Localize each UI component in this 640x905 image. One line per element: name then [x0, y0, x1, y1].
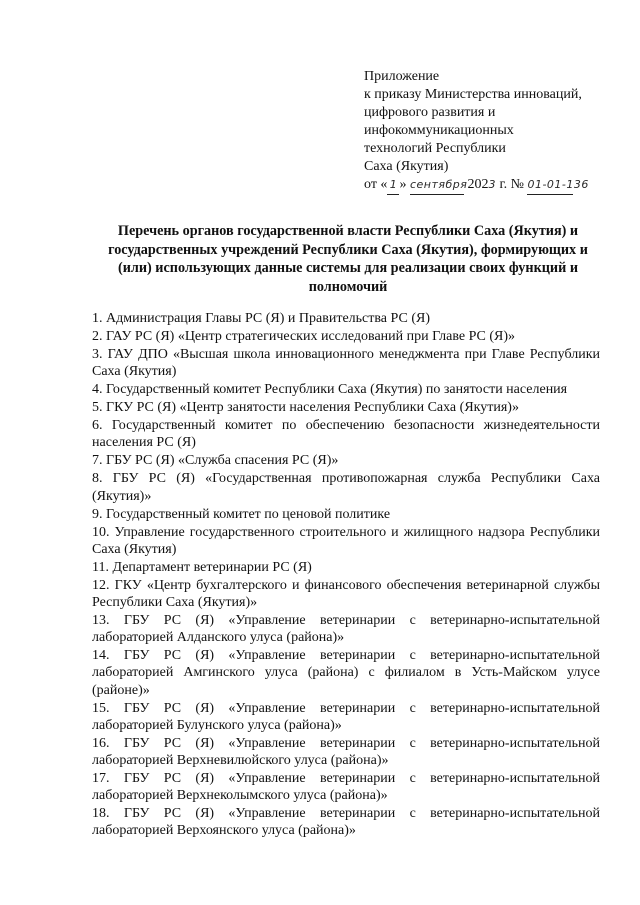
appendix-line: Саха (Якутия)	[364, 159, 449, 174]
item-number: 3.	[92, 347, 103, 362]
list-item	[92, 700, 600, 734]
item-text: ГБУ РС (Я) «Управление ветеринарии с ветеринарно-испытательной лабораторией Верхоянского улуса (района)»	[92, 806, 601, 839]
item-text: ГБУ РС (Я) «Управление ветеринарии с ветеринарно-испытательной лабораторией Верхневилюйского улуса (района)»	[92, 735, 601, 769]
appendix-line: технологий Республики	[364, 141, 506, 156]
item-text: ГБУ РС (Я) «Государственная противопожарная служба Республики Саха (Якутия)»	[92, 471, 601, 504]
item-number: 15.	[92, 700, 110, 716]
item-number: 9.	[92, 506, 103, 522]
item-number: 5.	[92, 400, 103, 416]
list-item	[92, 381, 600, 398]
item-text: ГАУ ДПО «Высшая школа инновационного менеджмента при Главе Республики Саха (Якутия)	[92, 347, 600, 380]
item-text: ГАУ РС (Я) «Центр стратегических исследований при Главе РС (Я)»	[106, 329, 516, 344]
order-number: 01-01-136	[527, 176, 573, 195]
list-item	[92, 346, 600, 380]
appendix-block	[364, 68, 614, 195]
item-number: 8.	[92, 471, 103, 487]
appendix-line: к приказу Министерства инноваций,	[364, 87, 582, 102]
list-item	[92, 399, 600, 416]
list-item	[92, 577, 600, 611]
item-number: 11.	[92, 559, 109, 575]
document-title: Перечень органов государственной власти Республики Саха (Якутия) и государственных учреждений Республики Саха (Якутия), формирующих и (или) использующих данные системы для реализации своих функций и полномочий	[108, 223, 588, 295]
date-year-digit: 3	[488, 178, 496, 191]
item-number: 13.	[92, 613, 110, 629]
appendix-line: инфокоммуникационных	[364, 123, 514, 138]
list-item	[92, 735, 600, 769]
list-item	[92, 805, 600, 839]
item-text: ГКУ «Центр бухгалтерского и финансового обеспечения ветеринарной службы Республики Саха (Якутия)»	[92, 577, 600, 611]
item-text: ГБУ РС (Я) «Управление ветеринарии с ветеринарно-испытательной лабораторией Булунского улуса (района)»	[92, 700, 601, 733]
appendix-line: цифрового развития и	[364, 105, 496, 120]
item-number: 12.	[92, 577, 110, 593]
list-item	[92, 452, 600, 469]
date-day: 1	[387, 176, 399, 195]
item-number: 4.	[92, 382, 103, 398]
list-item	[92, 647, 600, 699]
list-item	[92, 310, 600, 327]
date-month: сентября	[410, 176, 464, 195]
list-item	[92, 770, 600, 804]
list-item	[92, 506, 600, 523]
item-text: Государственный комитет по обеспечению безопасности жизнедеятельности населения РС (Я)	[92, 418, 600, 451]
item-text: Государственный комитет по ценовой политике	[106, 506, 391, 522]
list-item	[92, 470, 600, 504]
list-item	[92, 328, 600, 345]
item-text: ГБУ РС (Я) «Управление ветеринарии с ветеринарно-испытательной лабораторией Верхнеколымского улуса (района)»	[92, 771, 601, 804]
item-number: 2.	[92, 329, 103, 344]
date-year-suffix: г. №	[495, 177, 524, 192]
date-year-prefix: 202	[467, 177, 489, 192]
list-item	[92, 559, 600, 576]
item-number: 7.	[92, 453, 103, 469]
appendix-line: Приложение	[364, 69, 440, 84]
date-prefix: от «	[364, 177, 388, 192]
item-text: ГБУ РС (Я) «Управление ветеринарии с ветеринарно-испытательной лабораторией Алданского улуса (района)»	[92, 613, 601, 646]
item-number: 14.	[92, 648, 110, 664]
list-item	[92, 417, 600, 451]
item-text: ГКУ РС (Я) «Центр занятости населения Республики Саха (Якутия)»	[106, 400, 519, 416]
item-text: ГБУ РС (Я) «Служба спасения РС (Я)»	[106, 453, 339, 469]
item-number: 16.	[92, 735, 110, 751]
date-quote: »	[399, 177, 407, 192]
item-number: 1.	[92, 311, 103, 326]
list-item	[92, 612, 600, 646]
order-date-line	[364, 176, 614, 195]
item-text: Государственный комитет Республики Саха (Якутия) по занятости населения	[106, 382, 568, 398]
item-text: Администрация Главы РС (Я) и Правительства РС (Я)	[106, 311, 430, 326]
organizations-list	[92, 310, 600, 840]
item-number: 6.	[92, 418, 103, 434]
item-text: ГБУ РС (Я) «Управление ветеринарии с ветеринарно-испытательной лабораторией Амгинского улуса (района) с филиалом в Усть-Майском улусе (районе)»	[92, 648, 601, 698]
list-item	[92, 524, 600, 558]
item-number: 17.	[92, 771, 110, 787]
item-text: Департамент ветеринарии РС (Я)	[112, 559, 312, 575]
item-number: 10.	[92, 524, 110, 540]
item-number: 18.	[92, 806, 110, 822]
item-text: Управление государственного строительного и жилищного надзора Республики Саха (Якутия)	[92, 524, 600, 557]
